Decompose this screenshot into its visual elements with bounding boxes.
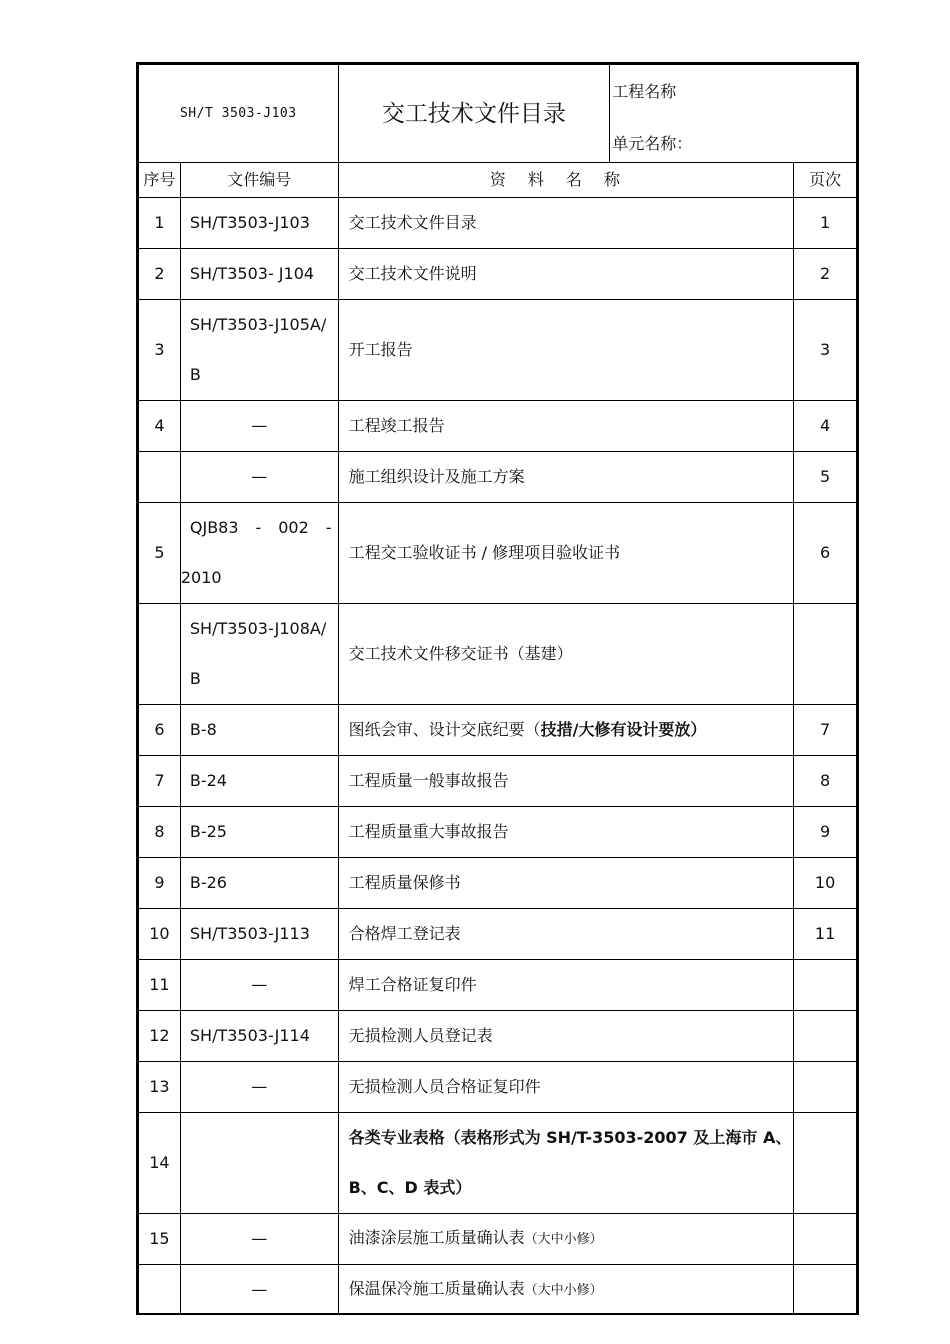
row-name: 油漆涂层施工质量确认表 (348, 1228, 525, 1247)
row-name-bold: 技措/大修有设计要放） (540, 720, 707, 739)
row-page: 6 (794, 503, 857, 604)
row-page (794, 1062, 857, 1113)
row-no: 1 (139, 198, 181, 249)
row-code-line1 (190, 503, 338, 553)
col-page-header: 页次 (794, 163, 857, 198)
row-name-line2: B、C、D 表式） (348, 1178, 472, 1197)
table-row (139, 756, 857, 807)
row-name: 工程质量保修书 (338, 858, 794, 909)
row-code: — (180, 1265, 338, 1315)
row-name: 无损检测人员登记表 (338, 1011, 794, 1062)
standard-code: SH/T 3503-J103 (139, 65, 339, 163)
row-page: 9 (794, 807, 857, 858)
row-code-line1: SH/T3503-J108A/ (189, 619, 327, 638)
row-no: 7 (139, 756, 181, 807)
col-no-header: 序号 (139, 163, 181, 198)
row-name: 交工技术文件目录 (338, 198, 794, 249)
row-no: 15 (139, 1214, 181, 1265)
row-page (794, 604, 857, 705)
unit-name-label: 单元名称： (612, 134, 693, 153)
row-name-cell (338, 1265, 794, 1315)
row-code-line2: B (189, 669, 201, 688)
row-page: 3 (794, 300, 857, 401)
row-name: 工程竣工报告 (338, 401, 794, 452)
table-row (139, 1214, 857, 1265)
row-code-line2: B (189, 365, 201, 384)
row-name: 工程交工验收证书 / 修理项目验收证书 (338, 503, 794, 604)
row-code: SH/T3503- J104 (180, 249, 338, 300)
row-page: 10 (794, 858, 857, 909)
col-code-header: 文件编号 (180, 163, 338, 198)
row-name: 图纸会审、设计交底纪要（ (348, 720, 541, 739)
table-row (139, 807, 857, 858)
row-name: 工程质量一般事故报告 (338, 756, 794, 807)
row-no: 6 (139, 705, 181, 756)
row-code-part: - (255, 518, 262, 537)
row-no (139, 604, 181, 705)
row-page: 5 (794, 452, 857, 503)
row-page: 7 (794, 705, 857, 756)
table-row (139, 198, 857, 249)
catalog-table (138, 64, 857, 1315)
table-row (139, 1062, 857, 1113)
row-code (180, 1113, 338, 1214)
row-page (794, 960, 857, 1011)
row-name: 合格焊工登记表 (338, 909, 794, 960)
row-no: 11 (139, 960, 181, 1011)
row-no: 9 (139, 858, 181, 909)
row-name-note: （大中小修） (524, 1282, 603, 1298)
table-row (139, 960, 857, 1011)
row-code: — (180, 452, 338, 503)
table-row (139, 1011, 857, 1062)
row-page: 11 (794, 909, 857, 960)
row-code: SH/T3503-J103 (180, 198, 338, 249)
row-no: 12 (139, 1011, 181, 1062)
row-code: — (180, 960, 338, 1011)
row-name-cell (338, 1214, 794, 1265)
row-code: — (180, 1062, 338, 1113)
row-page (794, 1214, 857, 1265)
row-page: 1 (794, 198, 857, 249)
row-name: 开工报告 (338, 300, 794, 401)
row-name: 交工技术文件移交证书（基建） (338, 604, 794, 705)
row-no: 4 (139, 401, 181, 452)
row-no (139, 452, 181, 503)
catalog-sheet (136, 62, 859, 1315)
project-info-cell (610, 65, 857, 163)
row-no: 14 (139, 1113, 181, 1214)
row-code-part: QJB83 (189, 518, 239, 537)
col-name-header: 资料名称 (338, 163, 794, 198)
table-row (139, 503, 857, 604)
row-code (180, 503, 338, 604)
table-row (139, 249, 857, 300)
row-name-line1: 各类专业表格（表格形式为 SH/T-3503-2007 及上海市 A、 (348, 1128, 792, 1147)
row-code: SH/T3503-J113 (180, 909, 338, 960)
row-page (794, 1265, 857, 1315)
row-code-part: 002 (278, 518, 309, 537)
page-title: 交工技术文件目录 (338, 65, 610, 163)
row-code (180, 300, 338, 401)
row-page (794, 1113, 857, 1214)
row-code: B-25 (180, 807, 338, 858)
table-row (139, 1265, 857, 1315)
table-row (139, 909, 857, 960)
row-code: SH/T3503-J114 (180, 1011, 338, 1062)
row-name: 施工组织设计及施工方案 (338, 452, 794, 503)
row-name-cell (338, 1113, 794, 1214)
header-row (139, 65, 857, 163)
row-no: 13 (139, 1062, 181, 1113)
row-code (180, 604, 338, 705)
row-code-line2: 2010 (180, 568, 222, 587)
project-name-label: 工程名称 (612, 82, 677, 101)
row-no: 5 (139, 503, 181, 604)
row-code: — (180, 401, 338, 452)
row-no: 10 (139, 909, 181, 960)
row-code-part: - (325, 518, 332, 537)
row-name: 交工技术文件说明 (338, 249, 794, 300)
row-page (794, 1011, 857, 1062)
row-code: — (180, 1214, 338, 1265)
row-name: 焊工合格证复印件 (338, 960, 794, 1011)
row-code-line1: SH/T3503-J105A/ (189, 315, 327, 334)
row-page: 4 (794, 401, 857, 452)
table-row (139, 401, 857, 452)
row-page: 8 (794, 756, 857, 807)
table-row (139, 705, 857, 756)
table-row (139, 300, 857, 401)
row-page: 2 (794, 249, 857, 300)
row-no: 8 (139, 807, 181, 858)
row-name-cell (338, 705, 794, 756)
row-name: 工程质量重大事故报告 (338, 807, 794, 858)
table-row (139, 858, 857, 909)
row-no: 2 (139, 249, 181, 300)
row-name-note: （大中小修） (524, 1232, 603, 1247)
column-header-row (139, 163, 857, 198)
table-row (139, 604, 857, 705)
table-row (139, 1113, 857, 1214)
row-code: B-8 (180, 705, 338, 756)
row-name: 保温保冷施工质量确认表 (348, 1278, 525, 1298)
row-code: B-26 (180, 858, 338, 909)
row-no (139, 1265, 181, 1315)
row-code: B-24 (180, 756, 338, 807)
table-row (139, 452, 857, 503)
row-name: 无损检测人员合格证复印件 (338, 1062, 794, 1113)
row-no: 3 (139, 300, 181, 401)
